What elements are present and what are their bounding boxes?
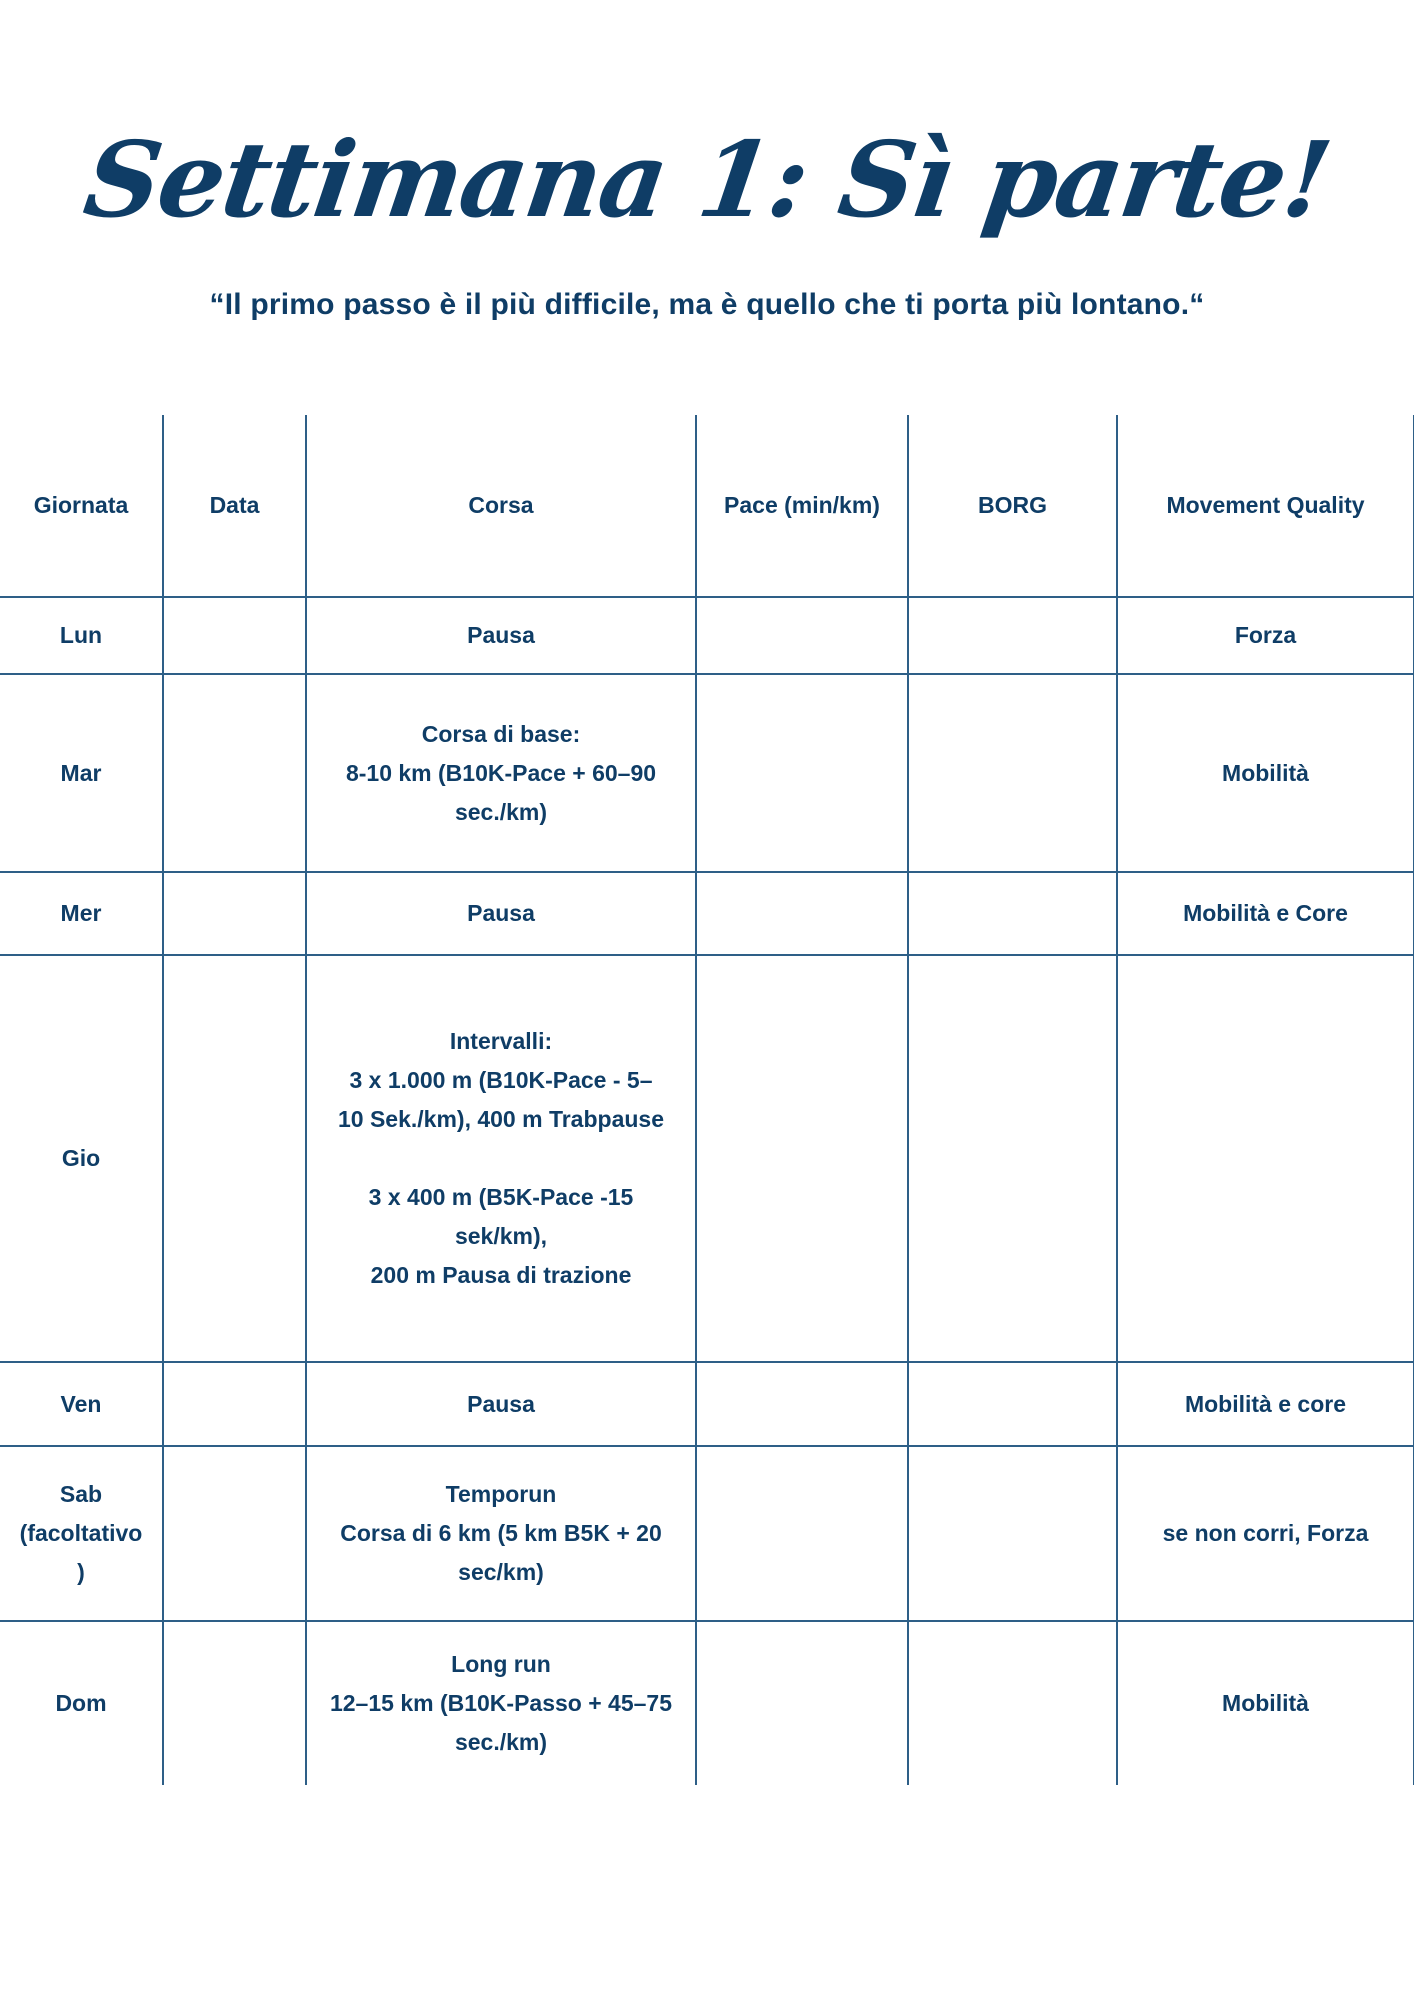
header-pace: Pace (min/km) xyxy=(696,415,908,597)
table-row xyxy=(0,1446,1414,1621)
cell-borg xyxy=(908,1621,1117,1785)
page-title: Settimana 1: Sì parte! xyxy=(77,118,1337,241)
cell-corsa: Pausa xyxy=(306,597,696,674)
cell-data xyxy=(163,872,306,955)
header-data: Data xyxy=(163,415,306,597)
cell-borg xyxy=(908,872,1117,955)
table-row xyxy=(0,597,1414,674)
cell-data xyxy=(163,955,306,1362)
cell-corsa: Temporun Corsa di 6 km (5 km B5K + 20 sec/km) xyxy=(306,1446,696,1621)
cell-corsa: Long run 12–15 km (B10K-Passo + 45–75 sec./km) xyxy=(306,1621,696,1785)
header-corsa: Corsa xyxy=(306,415,696,597)
cell-day: Mer xyxy=(0,872,163,955)
cell-corsa: Intervalli: 3 x 1.000 m (B10K-Pace - 5– 10 Sek./km), 400 m Trabpause 3 x 400 m (B5K-Pace -15 sek/km), 200 m Pausa di trazione xyxy=(306,955,696,1362)
cell-data xyxy=(163,1446,306,1621)
cell-movement: Mobilità e core xyxy=(1117,1362,1414,1446)
cell-pace xyxy=(696,1621,908,1785)
cell-borg xyxy=(908,1446,1117,1621)
cell-day: Dom xyxy=(55,1690,107,1716)
cell-data xyxy=(163,1621,306,1785)
cell-pace xyxy=(696,674,908,872)
cell-corsa: Corsa di base: 8-10 km (B10K-Pace + 60–90 sec./km) xyxy=(306,674,696,872)
cell-pace xyxy=(696,872,908,955)
cell-day: Sab (facoltativo ) xyxy=(0,1446,163,1621)
training-plan-table xyxy=(0,415,1414,1785)
header-borg: BORG xyxy=(908,415,1117,597)
table-row xyxy=(0,674,1414,872)
cell-data xyxy=(163,674,306,872)
cell-borg xyxy=(908,955,1117,1362)
cell-data xyxy=(163,1362,306,1446)
table-row xyxy=(0,872,1414,955)
cell-pace xyxy=(696,597,908,674)
cell-movement xyxy=(1117,955,1414,1362)
header-movement-quality: Movement Quality xyxy=(1117,415,1414,597)
cell-pace xyxy=(696,955,908,1362)
cell-corsa: Pausa xyxy=(306,872,696,955)
cell-day: Gio xyxy=(0,955,163,1362)
motivational-quote: “Il primo passo è il più difficile, ma è quello che ti porta più lontano.“ xyxy=(209,288,1205,321)
cell-data xyxy=(163,597,306,674)
cell-borg xyxy=(908,1362,1117,1446)
cell-movement: Forza xyxy=(1117,597,1414,674)
cell-pace xyxy=(696,1362,908,1446)
cell-corsa: Pausa xyxy=(306,1362,696,1446)
cell-movement: se non corri, Forza xyxy=(1117,1446,1414,1621)
cell-pace xyxy=(696,1446,908,1621)
cell-borg xyxy=(908,674,1117,872)
table-header-row xyxy=(0,415,1414,597)
table-row xyxy=(0,1621,1414,1785)
cell-movement: Mobilità xyxy=(1117,1621,1414,1785)
header-giornata: Giornata xyxy=(0,415,163,597)
table-row xyxy=(0,1362,1414,1446)
cell-movement: Mobilità e Core xyxy=(1117,872,1414,955)
cell-day: Mar xyxy=(0,674,163,872)
cell-movement: Mobilità xyxy=(1117,674,1414,872)
cell-day: Ven xyxy=(0,1362,163,1446)
cell-day: Lun xyxy=(0,597,163,674)
table-row xyxy=(0,955,1414,1362)
cell-borg xyxy=(908,597,1117,674)
